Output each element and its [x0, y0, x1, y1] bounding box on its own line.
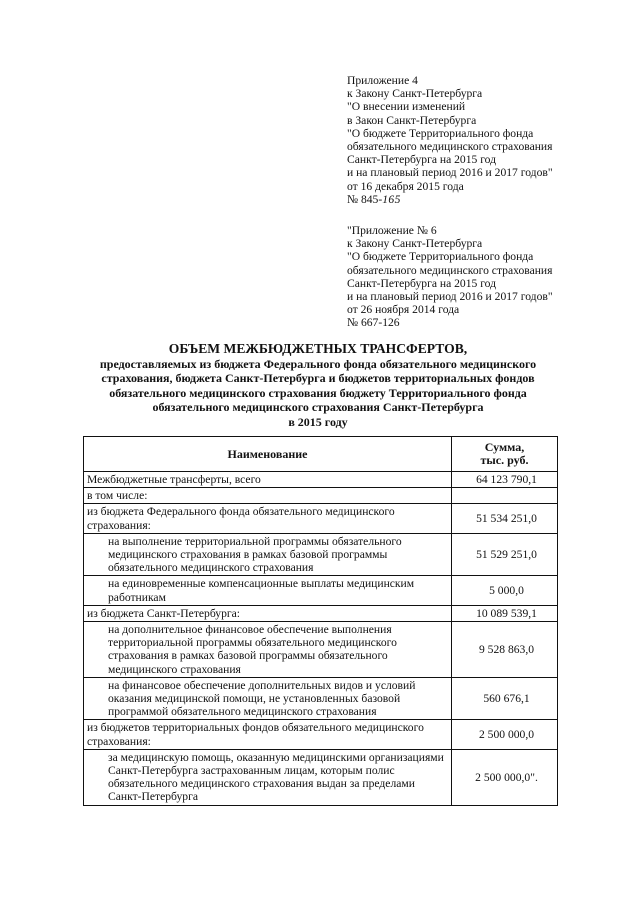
annex-top-line: от 16 декабря 2015 года — [347, 179, 464, 193]
law-number-handwritten: 165 — [382, 192, 401, 206]
row-name: в том числе: — [84, 488, 452, 504]
annex-bottom-line: "О бюджете Территориального фонда — [347, 250, 534, 264]
annex-bottom-line: от 26 ноября 2014 года — [347, 303, 460, 317]
row-sum: 2 500 000,0". — [452, 749, 558, 805]
row-sum — [452, 488, 558, 504]
row-sum: 51 534 251,0 — [452, 504, 558, 533]
annex-4-header — [347, 74, 617, 206]
row-sum: 2 500 000,0 — [452, 720, 558, 749]
annex-bottom-line: и на плановый период 2016 и 2017 годов" — [347, 290, 553, 304]
table-row — [84, 605, 558, 621]
law-number — [347, 193, 617, 206]
table-header-row — [84, 437, 558, 472]
annex-top-line: к Закону Санкт-Петербурга — [347, 87, 483, 101]
row-name: за медицинскую помощь, оказанную медицинскими организациями Санкт-Петербурга застрахованным лицам, которым полис обязательного медицинского страхования выдан за пределами Санкт-Петербурга — [84, 749, 452, 805]
annex-bottom-line: Санкт-Петербурга на 2015 год — [347, 276, 497, 290]
header-sum-line1: Сумма, — [484, 440, 525, 454]
row-name: на дополнительное финансовое обеспечение выполнения территориальной программы обязательного медицинского страхования в рамках базовой программы обязательного медицинского страхования — [84, 622, 452, 678]
title-subtitle-line: в 2015 году — [288, 414, 348, 429]
row-sum: 10 089 539,1 — [452, 605, 558, 621]
annex-top-line: и на плановый период 2016 и 2017 годов" — [347, 166, 553, 180]
annex-bottom-line: "Приложение № 6 — [347, 224, 437, 237]
table-row — [84, 622, 558, 678]
title-subtitle-line: обязательного медицинского страхования Санкт-Петербурга — [152, 400, 484, 415]
row-sum: 5 000,0 — [452, 576, 558, 605]
row-sum: 9 528 863,0 — [452, 622, 558, 678]
row-sum: 64 123 790,1 — [452, 472, 558, 488]
law-number-prefix: № 845- — [347, 192, 383, 206]
annex-6-header — [347, 224, 617, 330]
document-title — [78, 340, 558, 429]
table-row — [84, 488, 558, 504]
title-main: ОБЪЕМ МЕЖБЮДЖЕТНЫХ ТРАНСФЕРТОВ, — [168, 341, 468, 356]
row-name: Межбюджетные трансферты, всего — [84, 472, 452, 488]
table-row — [84, 720, 558, 749]
annex-bottom-line: обязательного медицинского страхования — [347, 263, 553, 277]
annex-top-line: "О внесении изменений — [347, 100, 466, 114]
header-sum — [452, 437, 558, 472]
row-name: на единовременные компенсационные выплаты медицинским работникам — [84, 576, 452, 605]
annex-top-line: Приложение 4 — [347, 74, 418, 87]
table-row — [84, 749, 558, 805]
row-name: из бюджета Федерального фонда обязательного медицинского страхования: — [84, 504, 452, 533]
table-row — [84, 533, 558, 576]
annex-top-line: в Закон Санкт-Петербурга — [347, 113, 477, 127]
row-name: из бюджета Санкт-Петербурга: — [84, 605, 452, 621]
header-sum-line2: тыс. руб. — [480, 453, 529, 467]
table-row — [84, 504, 558, 533]
annex-top-line: обязательного медицинского страхования — [347, 140, 553, 154]
row-name: на финансовое обеспечение дополнительных видов и условий оказания медицинской помощи, не установленных базовой программой обязательного медицинского страхования — [84, 677, 452, 720]
row-sum: 560 676,1 — [452, 677, 558, 720]
annex-bottom-line: № 667-126 — [347, 316, 400, 330]
transfers-table — [83, 436, 558, 806]
table-row — [84, 472, 558, 488]
annex-bottom-line: к Закону Санкт-Петербурга — [347, 237, 483, 251]
row-name: из бюджетов территориальных фондов обязательного медицинского страхования: — [84, 720, 452, 749]
title-subtitle-line: обязательного медицинского страхования бюджету Территориального фонда — [109, 385, 527, 400]
annex-top-line: Санкт-Петербурга на 2015 год — [347, 153, 497, 167]
title-subtitle-line: предоставляемых из бюджета Федерального фонда обязательного медицинского — [99, 357, 537, 371]
header-name: Наименование — [84, 437, 452, 472]
row-name: на выполнение территориальной программы обязательного медицинского страхования в рамках базовой программы обязательного медицинского страхования — [84, 533, 452, 576]
annex-top-line: "О бюджете Территориального фонда — [347, 126, 534, 140]
table-row — [84, 576, 558, 605]
table-row — [84, 677, 558, 720]
title-subtitle-line: страхования, бюджета Санкт-Петербурга и бюджетов территориальных фондов — [101, 371, 535, 386]
row-sum: 51 529 251,0 — [452, 533, 558, 576]
